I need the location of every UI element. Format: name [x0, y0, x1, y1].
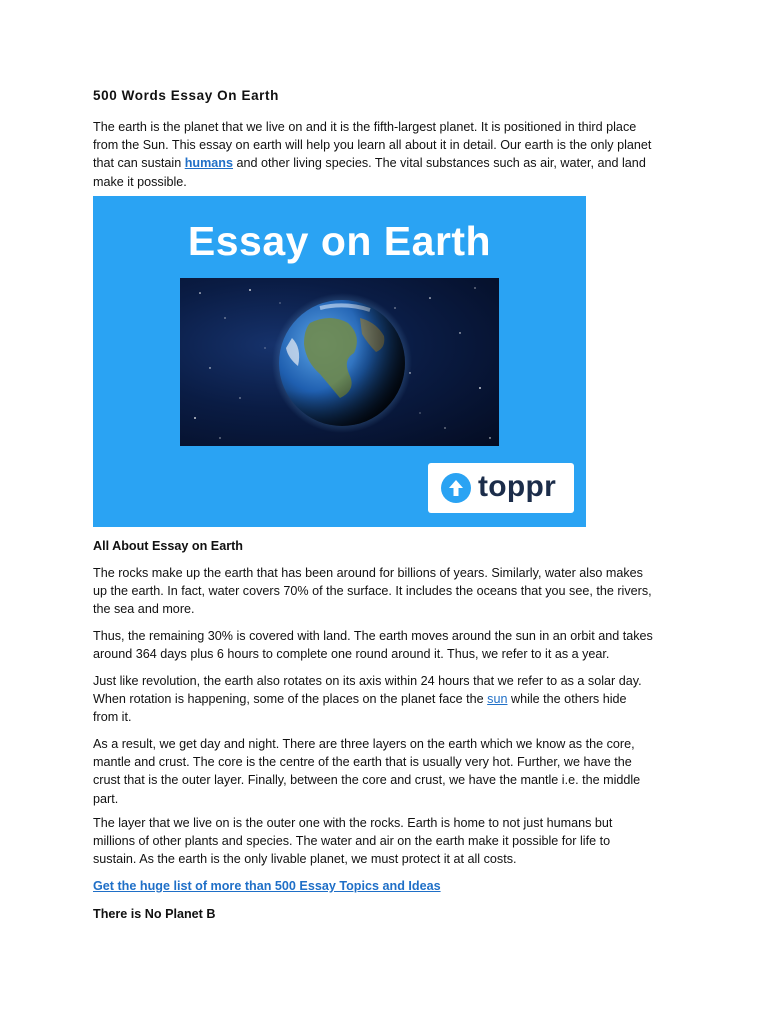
- paragraph-line: sustain. As the earth is the only livable planet, we must protect it at all costs.: [93, 852, 517, 867]
- humans-link[interactable]: humans: [184, 156, 234, 171]
- paragraph-line: [93, 690, 642, 708]
- paragraph-line: Just like revolution, the earth also rotates on its axis within 24 hours that we refer to as a solar day.: [93, 674, 642, 688]
- paragraph-line: crust that is the outer layer. Finally, between the core and crust, we have the mantle i.e. the middle: [93, 773, 641, 788]
- closing-heading-text: There is No Planet B: [93, 907, 216, 921]
- intro-text: that can sustain: [93, 156, 185, 171]
- paragraph-line: The layer that we live on is the outer one with the rocks. Earth is home to not just humans but: [93, 816, 613, 830]
- page-title: 500 Words Essay On Earth: [93, 88, 279, 103]
- intro-line: [93, 154, 651, 172]
- paragraph-line: from it.: [93, 710, 132, 725]
- arrow-up-circle-icon: [441, 473, 471, 503]
- paragraph-line: up the earth. In fact, water covers 70% of the surface. It includes the oceans that you see, the rivers,: [93, 584, 652, 599]
- paragraph-line: part.: [93, 791, 119, 806]
- paragraph-4: [93, 735, 640, 808]
- intro-line: from the Sun. This essay on earth will help you learn all about it in detail. Our earth is the only planet: [93, 138, 652, 153]
- paragraph-2: [93, 627, 653, 663]
- intro-line: The earth is the planet that we live on and it is the fifth-largest planet. It is positioned in third place: [93, 120, 637, 134]
- paragraph-text: When rotation is happening, some of the places on the planet face the: [93, 692, 488, 707]
- intro-text: and other living species. The vital substances such as air, water, and land: [233, 156, 646, 171]
- toppr-logo-text: toppr: [478, 470, 557, 503]
- paragraph-line: the sea and more.: [93, 602, 195, 617]
- paragraph-1: [93, 564, 652, 619]
- paragraph-line: mantle and crust. The core is the centre of the earth that is usually very hot. Further, we have the: [93, 755, 632, 770]
- toppr-logo: [428, 463, 574, 513]
- section-heading: [93, 537, 243, 555]
- earth-globe-icon: [180, 278, 499, 446]
- paragraph-line: around 364 days plus 6 hours to complete one round around it. Thus, we refer to it as a year.: [93, 647, 610, 662]
- paragraph-3: [93, 672, 642, 727]
- paragraph-5: [93, 814, 612, 869]
- paragraph-line: As a result, we get day and night. There are three layers on the earth which we know as the core,: [93, 737, 635, 751]
- paragraph-line: Thus, the remaining 30% is covered with land. The earth moves around the sun in an orbit and takes: [93, 629, 653, 643]
- intro-line: make it possible.: [93, 174, 187, 189]
- essay-banner-image: [93, 196, 586, 527]
- earth-space-image: [180, 278, 499, 446]
- paragraph-line: The rocks make up the earth that has been around for billions of years. Similarly, water also makes: [93, 566, 643, 580]
- sun-link[interactable]: sun: [487, 692, 508, 707]
- closing-heading: [93, 905, 215, 923]
- essay-topics-link[interactable]: Get the huge list of more than 500 Essay Topics and Ideas: [93, 879, 441, 893]
- intro-paragraph: [93, 118, 651, 191]
- paragraph-text: while the others hide: [507, 692, 627, 707]
- banner-title: Essay on Earth: [187, 218, 492, 264]
- paragraph-line: millions of other plants and species. The water and air on the earth make it possible for life to: [93, 834, 611, 849]
- topics-link-paragraph: [93, 877, 441, 895]
- section-heading-text: All About Essay on Earth: [93, 539, 243, 553]
